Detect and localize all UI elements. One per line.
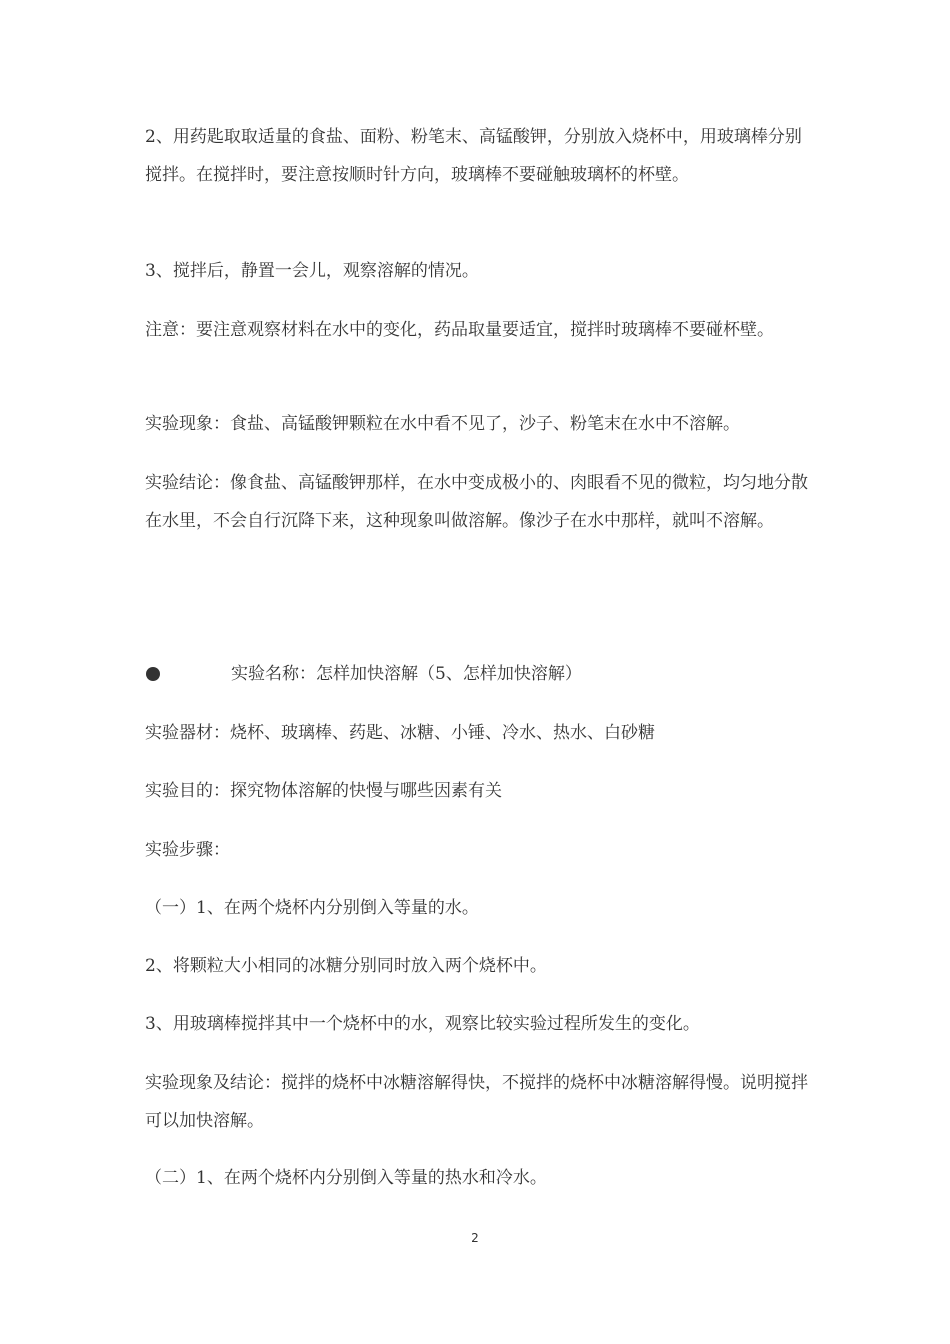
step-3-paragraph: 3、搅拌后，静置一会儿，观察溶解的情况。 xyxy=(145,261,479,281)
steps-heading: 实验步骤： xyxy=(145,840,230,860)
part1-conclusion-paragraph: 实验现象及结论：搅拌的烧杯中冰糖溶解得快，不搅拌的烧杯中冰糖溶解得慢。说明搅拌可以加快溶解。 xyxy=(145,1073,808,1131)
notice-paragraph: 注意：要注意观察材料在水中的变化，药品取量要适宜，搅拌时玻璃棒不要碰杯壁。 xyxy=(145,320,774,340)
experiment-title-row xyxy=(145,655,815,693)
part1-step2-paragraph: 2、将颗粒大小相同的冰糖分别同时放入两个烧杯中。 xyxy=(145,956,547,976)
experiment-title: 实验名称：怎样加快溶解（5、怎样加快溶解） xyxy=(231,664,582,684)
equipment-paragraph: 实验器材：烧杯、玻璃棒、药匙、冰糖、小锤、冷水、热水、白砂糖 xyxy=(145,723,655,743)
page-number: 2 xyxy=(471,1231,479,1245)
conclusion-paragraph: 实验结论：像食盐、高锰酸钾那样，在水中变成极小的、肉眼看不见的微粒，均匀地分散在水里，不会自行沉降下来，这种现象叫做溶解。像沙子在水中那样，就叫不溶解。 xyxy=(145,473,808,531)
phenomenon-paragraph: 实验现象：食盐、高锰酸钾颗粒在水中看不见了，沙子、粉笔末在水中不溶解。 xyxy=(145,414,740,434)
bullet-icon xyxy=(146,667,160,681)
part1-step3-paragraph: 3、用玻璃棒搅拌其中一个烧杯中的水，观察比较实验过程所发生的变化。 xyxy=(145,1014,700,1034)
purpose-paragraph: 实验目的：探究物体溶解的快慢与哪些因素有关 xyxy=(145,781,502,801)
part1-step1-paragraph: （一）1、在两个烧杯内分别倒入等量的水。 xyxy=(145,898,479,918)
step-2-paragraph: 2、用药匙取取适量的食盐、面粉、粉笔末、高锰酸钾，分别放入烧杯中，用玻璃棒分别搅拌。在搅拌时，要注意按顺时针方向，玻璃棒不要碰触玻璃杯的杯壁。 xyxy=(145,127,802,185)
part2-step1-paragraph: （二）1、在两个烧杯内分别倒入等量的热水和冷水。 xyxy=(145,1168,547,1188)
